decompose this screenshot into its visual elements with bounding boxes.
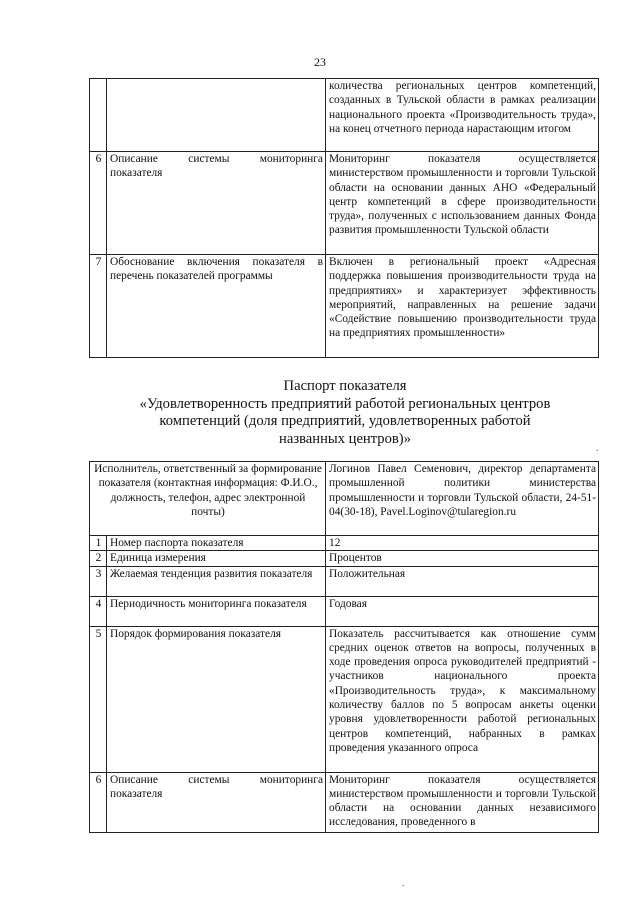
row-label: Описание системы мониторинга показателя — [107, 772, 326, 832]
passport-title: Паспорт показателя — [283, 378, 407, 394]
row-number — [90, 79, 107, 152]
row-label: Желаемая тенденция развития показателя — [107, 566, 326, 596]
table-row — [90, 551, 599, 566]
row-value: Включен в региональный проект «Адресная поддержка повышения производительности труда на предприятиях» и характеризует эффективность мероприятий, направленных на решение задачи «Содействие повышению производительности труда на предприятиях промышленности» — [326, 255, 599, 358]
passport-table — [89, 461, 599, 833]
passport-subtitle-line: компетенций (доля предприятий, удовлетворенных работой — [159, 413, 531, 429]
table-row — [90, 626, 599, 772]
row-number: 2 — [90, 551, 107, 566]
table-row — [90, 79, 599, 152]
row-value: Процентов — [326, 551, 599, 566]
passport-subtitle-line: названных центров)» — [279, 430, 411, 447]
table-row — [90, 152, 599, 255]
table-row — [90, 566, 599, 596]
executor-value: Логинов Павел Семенович, директор департамента промышленной политики министерства промышленности и торговли Тульской области, 24-51-04(30-18), Pavel.Loginov@tularegion.ru — [326, 462, 599, 536]
row-number: 4 — [90, 596, 107, 626]
row-value: Мониторинг показателя осуществляется министерством промышленности и торговли Тульской области на основании данных АНО «Федеральный центр компетенций в сфере производительности труда», полученных с использованием данных Фонда развития промышленности Тульской области — [326, 152, 599, 255]
indicator-table-continued — [89, 78, 599, 358]
row-label: Порядок формирования показателя — [107, 626, 326, 772]
passport-heading — [90, 378, 600, 448]
row-number: 5 — [90, 626, 107, 772]
table-row — [90, 536, 599, 551]
row-value: Показатель рассчитывается как отношение сумм средних оценок ответов на вопросы, полученных в ходе проведения опроса руководителей предприятий - участников национального проекта «Производительность труда», к максимальному количеству баллов по 5 вопросам анкеты оценки уровня удовлетворенности работой региональных центров компетенций, набранных в рамках проведения указанного опроса — [326, 626, 599, 772]
row-value: Годовая — [326, 596, 599, 626]
row-label: Единица измерения — [107, 551, 326, 566]
table-row — [90, 255, 599, 358]
table-row — [90, 596, 599, 626]
executor-label: Исполнитель, ответственный за формирование показателя (контактная информация: Ф.И.О., должность, телефон, адрес электронной почты) — [90, 462, 326, 536]
row-label — [107, 79, 326, 152]
row-number: 7 — [90, 255, 107, 358]
row-label: Периодичность мониторинга показателя — [107, 596, 326, 626]
page-number: 23 — [314, 55, 326, 69]
scan-mark: . — [596, 443, 599, 454]
row-value: количества региональных центров компетенций, созданных в Тульской области в рамках реализации национального проекта «Производительность труда», на конец отчетного периода нарастающим итогом — [326, 79, 599, 152]
row-number: 6 — [90, 772, 107, 832]
row-value: Мониторинг показателя осуществляется министерством промышленности и торговли Тульской области на основании данных независимого исследования, проведенного в — [326, 772, 599, 832]
row-value: 12 — [326, 536, 599, 551]
passport-subtitle-line: «Удовлетворенность предприятий работой региональных центров — [139, 395, 551, 412]
table-row — [90, 772, 599, 832]
row-value: Положительная — [326, 566, 599, 596]
scan-mark: . — [402, 878, 405, 889]
table-header-row — [90, 462, 599, 536]
row-number: 1 — [90, 536, 107, 551]
row-label: Обоснование включения показателя в перечень показателей программы — [107, 255, 326, 358]
row-label: Номер паспорта показателя — [107, 536, 326, 551]
row-number: 3 — [90, 566, 107, 596]
row-label: Описание системы мониторинга показателя — [107, 152, 326, 255]
row-number: 6 — [90, 152, 107, 255]
